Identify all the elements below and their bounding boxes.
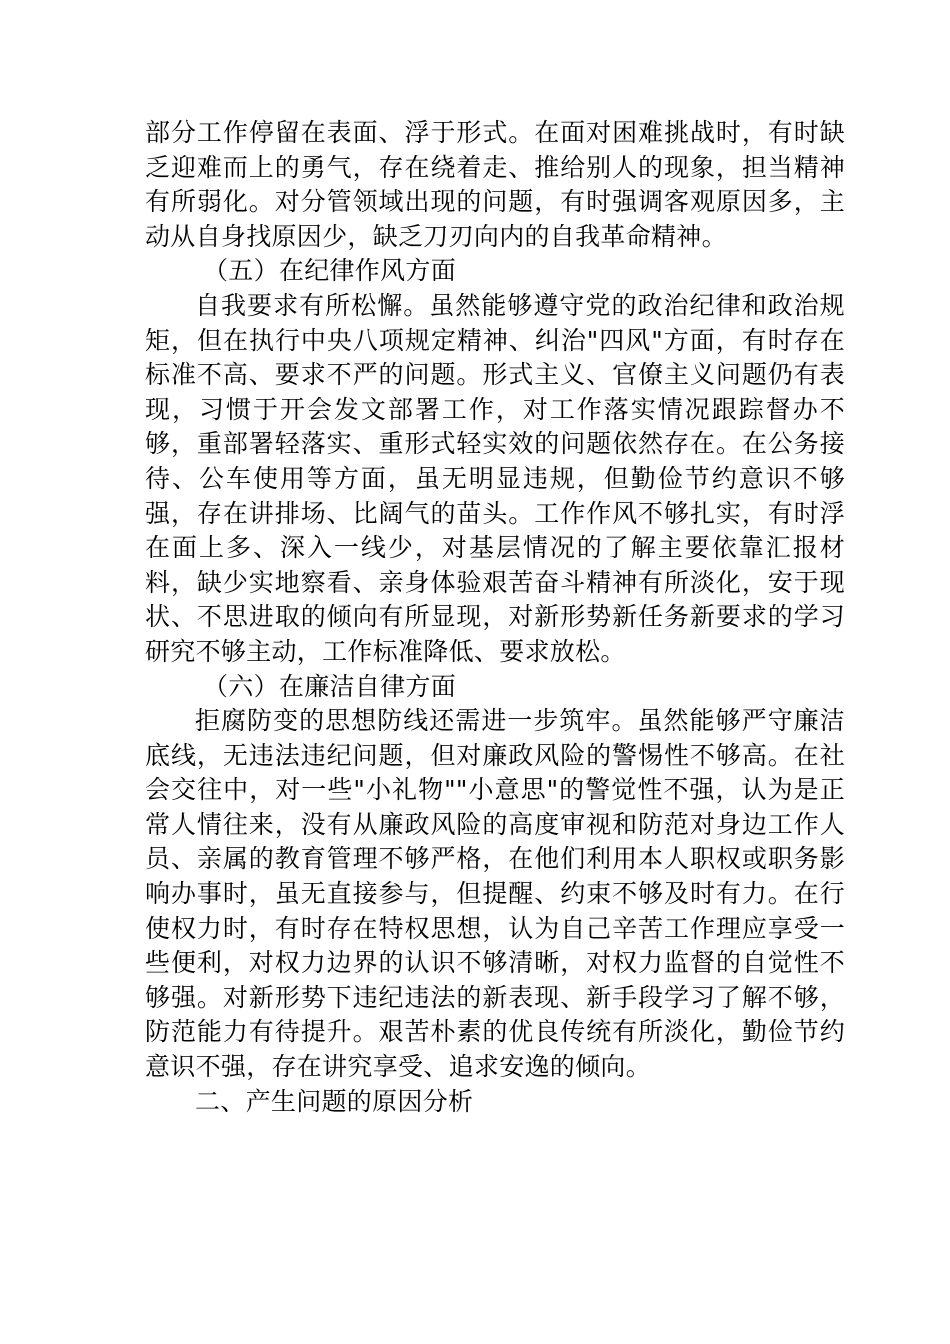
section-heading-cause-analysis: 二、产生问题的原因分析 xyxy=(195,1086,474,1116)
subheading-integrity: （六）在廉洁自律方面 xyxy=(203,671,457,701)
subheading-discipline-style: （五）在纪律作风方面 xyxy=(203,256,457,286)
paragraph-integrity: 拒腐防变的思想防线还需进一步筑牢。虽然能够严守廉洁底线，无违法违纪问题，但对廉政风险的警惕性不够高。在社会交往中，对一些"小礼物""小意思"的警觉性不强，认为是正常人情往来，没有从廉政风险的高度审视和防范对身边工作人员、亲属的教育管理不够严格，在他们利用本人职权或职务影响办事时，虽无直接参与，但提醒、约束不够及时有力。在行使权力时，有时存在特权思想，认为自己辛苦工作理应享受一些便利，对权力边界的认识不够清晰，对权力监督的自觉性不够强。对新形势下违纪违法的新表现、新手段学习了解不够，防范能力有待提升。艰苦朴素的优良传统有所淡化，勤俭节约意识不强，存在讲究享受、追求安逸的倾向。 xyxy=(145,706,845,1082)
paragraph-discipline-style: 自我要求有所松懈。虽然能够遵守党的政治纪律和政治规矩，但在执行中央八项规定精神、纠治"四风"方面，有时存在标准不高、要求不严的问题。形式主义、官僚主义问题仍有表现，习惯于开会发文部署工作，对工作落实情况跟踪督办不够，重部署轻落实、重形式轻实效的问题依然存在。在公务接待、公车使用等方面，虽无明显违规，但勤俭节约意识不够强，存在讲排场、比阔气的苗头。工作作风不够扎实，有时浮在面上多、深入一线少，对基层情况的了解主要依靠汇报材料，缺少实地察看、亲身体验艰苦奋斗精神有所淡化，安于现状、不思进取的倾向有所显现，对新形势新任务新要求的学习研究不够主动，工作标准降低、要求放松。 xyxy=(145,290,845,666)
paragraph-responsibility-continued: 部分工作停留在表面、浮于形式。在面对困难挑战时，有时缺乏迎难而上的勇气，存在绕着走、推给别人的现象，担当精神有所弱化。对分管领域出现的问题，有时强调客观原因多，主动从自身找原因少，缺乏刀刃向内的自我革命精神。 xyxy=(145,118,845,251)
document-body xyxy=(145,116,845,1119)
